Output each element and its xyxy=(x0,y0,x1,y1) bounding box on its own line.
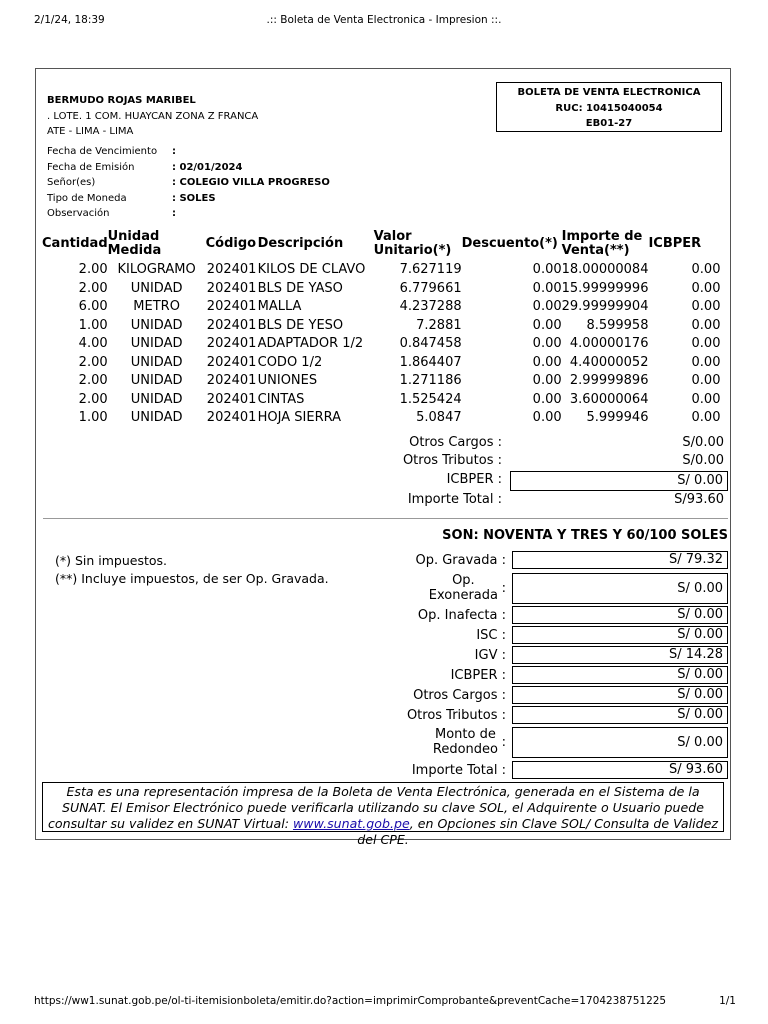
total-value: S/ 0.00 xyxy=(512,706,728,724)
cell-importe: 4.40000052 xyxy=(569,354,649,370)
meta-row-senor xyxy=(47,177,447,193)
receipt-frame xyxy=(35,68,731,847)
emisor-address-line-2: ATE - LIMA - LIMA xyxy=(47,126,134,137)
total-op-exonerada xyxy=(376,572,728,604)
total-value: S/ 79.32 xyxy=(512,551,728,569)
meta-value: : SOLES xyxy=(172,192,216,204)
items-body xyxy=(42,261,720,428)
table-row xyxy=(42,280,720,299)
cell-codigo: 202401 xyxy=(206,336,257,351)
print-page-number: 1/1 xyxy=(719,995,736,1007)
total-label: Importe Total : xyxy=(411,763,506,778)
meta-label: Señor(es) xyxy=(47,177,96,188)
cell-descuento: 0.00 xyxy=(532,373,562,388)
cell-icbper: 0.00 xyxy=(691,317,721,333)
redondeo-line-1: Monto de xyxy=(435,727,496,742)
meta-value: : xyxy=(172,146,176,157)
cell-icbper: 0.00 xyxy=(691,373,721,388)
cell-valor-unitario: 7.627119 xyxy=(399,262,462,277)
cell-valor-unitario: 1.271186 xyxy=(399,373,462,388)
subtotal-otros-cargos xyxy=(376,434,728,452)
cell-descripcion: CODO 1/2 xyxy=(257,354,323,370)
header-codigo: Código xyxy=(205,236,257,251)
cell-importe: 4.00000176 xyxy=(569,336,649,351)
emisor-name: BERMUDO ROJAS MARIBEL xyxy=(47,95,196,106)
cell-codigo: 202401 xyxy=(206,317,257,333)
document-id-box xyxy=(496,82,722,132)
cell-importe: 2.99999896 xyxy=(569,373,649,388)
cell-descuento: 0.00 xyxy=(532,299,562,314)
subtotal-importe-total xyxy=(376,491,728,509)
total-label: Otros Cargos : xyxy=(413,688,506,703)
cell-unidad: UNIDAD xyxy=(130,280,183,296)
subtotal-value: S/0.00 xyxy=(682,435,724,450)
header-importe-line-1: Importe de xyxy=(561,229,643,244)
header-valor-unitario xyxy=(374,227,462,261)
total-label: ISC : xyxy=(476,628,506,643)
print-url: https://ww1.sunat.gob.pe/ol-ti-itemisionboleta/emitir.do?action=imprimirComprobante&preventCache=1704238751225 xyxy=(34,995,667,1007)
cell-valor-unitario: 6.779661 xyxy=(399,280,462,296)
redondeo-line-2: Redondeo xyxy=(432,742,498,757)
cell-descripcion: BLS DE YESO xyxy=(257,317,344,333)
cell-descripcion: MALLA xyxy=(257,299,302,314)
cell-cantidad: 6.00 xyxy=(78,299,108,314)
total-op-inafecta xyxy=(376,606,728,626)
cell-codigo: 202401 xyxy=(206,280,257,296)
header-valor-line-2: Unitario(*) xyxy=(373,243,452,258)
header-descuento: Descuento(*) xyxy=(461,236,558,251)
exonerada-colon: : xyxy=(501,581,506,596)
meta-label: Observación xyxy=(47,208,110,219)
meta-value: : xyxy=(172,208,176,219)
total-igv xyxy=(376,646,728,666)
cell-codigo: 202401 xyxy=(206,299,257,314)
total-otros-cargos xyxy=(376,686,728,706)
table-row xyxy=(42,317,720,336)
cell-unidad: UNIDAD xyxy=(130,354,183,370)
meta-label: Fecha de Vencimiento xyxy=(47,146,158,157)
legal-text-part-1: Esta es una representación impresa de la Boleta de Venta Electrónica, generada en el Sistema de la SUNAT. El Emisor Electrónico puede verificarla utilizando su clave SOL, el Adquirente o Usuario puede consultar su validez en SUNAT Virtual: xyxy=(47,784,704,831)
cell-cantidad: 2.00 xyxy=(78,354,108,370)
cell-descuento: 0.00 xyxy=(532,317,562,333)
total-monto-redondeo xyxy=(376,726,728,759)
total-op-gravada xyxy=(376,551,728,571)
cell-descuento: 0.00 xyxy=(532,336,562,351)
cell-importe: 8.599958 xyxy=(586,317,649,333)
cell-valor-unitario: 7.2881 xyxy=(416,317,462,333)
header-icbper: ICBPER xyxy=(648,236,702,251)
cell-unidad: UNIDAD xyxy=(130,410,183,425)
subtotal-label: Otros Cargos : xyxy=(409,435,502,450)
cell-descripcion: CINTAS xyxy=(257,391,305,407)
cell-importe: 18.00000084 xyxy=(561,262,649,277)
meta-value: : COLEGIO VILLA PROGRESO xyxy=(172,177,330,188)
cell-cantidad: 2.00 xyxy=(78,391,108,407)
document-meta xyxy=(47,146,447,224)
subtotal-label: Otros Tributos : xyxy=(402,453,502,468)
cell-icbper: 0.00 xyxy=(691,280,721,296)
cell-valor-unitario: 0.847458 xyxy=(399,336,462,351)
cell-descripcion: BLS DE YASO xyxy=(257,280,343,296)
total-importe-total xyxy=(376,761,728,781)
cell-valor-unitario: 4.237288 xyxy=(399,299,462,314)
total-value: S/ 0.00 xyxy=(512,626,728,644)
footnote-sin-impuestos: (*) Sin impuestos. xyxy=(55,553,168,568)
legal-text-part-2: , en Opciones sin Clave SOL/ Consulta de Validez del CPE. xyxy=(357,816,719,847)
subtotal-value: S/93.60 xyxy=(674,492,724,507)
cell-descuento: 0.00 xyxy=(532,391,562,407)
cell-unidad: METRO xyxy=(133,299,180,314)
cell-cantidad: 2.00 xyxy=(78,373,108,388)
cell-descuento: 0.00 xyxy=(532,262,562,277)
cell-codigo: 202401 xyxy=(206,354,257,370)
total-label xyxy=(429,573,498,603)
table-row xyxy=(42,391,720,410)
cell-descuento: 0.00 xyxy=(532,280,562,296)
print-datetime: 2/1/24, 18:39 xyxy=(34,14,105,26)
cell-unidad: UNIDAD xyxy=(130,391,183,407)
total-label: Op. Inafecta : xyxy=(417,608,506,623)
cell-cantidad: 1.00 xyxy=(78,410,108,425)
subtotal-otros-tributos xyxy=(376,452,728,470)
total-value: S/ 0.00 xyxy=(512,727,728,758)
cell-descuento: 0.00 xyxy=(532,354,562,370)
total-value: S/ 93.60 xyxy=(512,761,728,779)
total-value: S/ 0.00 xyxy=(512,686,728,704)
meta-label: Tipo de Moneda xyxy=(47,192,127,204)
meta-value: : 02/01/2024 xyxy=(172,161,243,173)
cell-unidad: UNIDAD xyxy=(130,336,183,351)
document-ruc: RUC: 10415040054 xyxy=(555,102,663,114)
cell-codigo: 202401 xyxy=(206,373,257,388)
header-unidad-medida xyxy=(108,227,206,261)
header-cantidad: Cantidad xyxy=(42,236,108,251)
cell-descuento: 0.00 xyxy=(532,410,562,425)
subtotal-label: ICBPER : xyxy=(446,472,502,487)
meta-row-observacion xyxy=(47,208,447,224)
table-row xyxy=(42,261,720,280)
cell-icbper: 0.00 xyxy=(691,299,721,314)
subtotal-label: Importe Total : xyxy=(407,492,502,507)
total-value: S/ 0.00 xyxy=(512,573,728,604)
cell-unidad: KILOGRAMO xyxy=(117,262,196,277)
table-row xyxy=(42,372,720,391)
cell-importe: 29.99999904 xyxy=(561,299,649,314)
cell-cantidad: 2.00 xyxy=(78,262,108,277)
print-footer xyxy=(34,995,736,1007)
cell-valor-unitario: 1.525424 xyxy=(399,391,462,407)
cell-descripcion: UNIONES xyxy=(257,373,318,388)
cell-importe: 15.99999996 xyxy=(561,280,649,296)
total-label xyxy=(433,727,498,757)
total-value: S/ 0.00 xyxy=(512,606,728,624)
total-label: IGV : xyxy=(474,648,506,663)
header-unidad-line-2: Medida xyxy=(107,243,162,258)
header-importe-venta xyxy=(562,227,649,261)
cell-icbper: 0.00 xyxy=(691,336,721,351)
meta-label: Fecha de Emisión xyxy=(47,161,135,173)
items-header-row xyxy=(42,227,720,261)
header-importe-line-2: Venta(**) xyxy=(561,243,630,258)
print-window-title: .:: Boleta de Venta Electronica - Impresion ::. xyxy=(266,14,502,26)
sunat-link[interactable]: www.sunat.gob.pe xyxy=(292,816,410,831)
section-divider xyxy=(43,518,728,519)
cell-importe: 3.60000064 xyxy=(569,391,649,407)
table-row xyxy=(42,298,720,317)
total-label: ICBPER : xyxy=(450,668,506,683)
footnotes xyxy=(55,552,329,588)
total-isc xyxy=(376,626,728,646)
subtotal-value: S/0.00 xyxy=(682,453,724,468)
header-descripcion: Descripción xyxy=(257,236,344,251)
meta-row-moneda xyxy=(47,193,447,209)
total-label: Op. Gravada : xyxy=(415,553,506,568)
items-table xyxy=(42,227,720,428)
cell-descripcion: ADAPTADOR 1/2 xyxy=(257,336,364,351)
cell-valor-unitario: 1.864407 xyxy=(399,354,462,370)
cell-codigo: 202401 xyxy=(206,391,257,407)
cell-valor-unitario: 5.0847 xyxy=(416,410,462,425)
total-icbper xyxy=(376,666,728,686)
header-valor-line-1: Valor xyxy=(373,229,412,244)
cell-unidad: UNIDAD xyxy=(130,317,183,333)
subtotal-icbper xyxy=(376,471,728,489)
cell-descripcion: HOJA SIERRA xyxy=(257,410,341,425)
cell-icbper: 0.00 xyxy=(691,410,721,425)
cell-icbper: 0.00 xyxy=(691,354,721,370)
exonerada-line-1: Op. xyxy=(452,573,475,588)
cell-unidad: UNIDAD xyxy=(130,373,183,388)
table-row xyxy=(42,335,720,354)
emisor-address-line-1: . LOTE. 1 COM. HUAYCAN ZONA Z FRANCA xyxy=(47,110,259,122)
amount-in-words: SON: NOVENTA Y TRES Y 60/100 SOLES xyxy=(442,528,728,543)
exonerada-line-2: Exonerada xyxy=(428,588,498,603)
cell-codigo: 202401 xyxy=(206,262,257,277)
cell-icbper: 0.00 xyxy=(691,262,721,277)
total-label: Otros Tributos : xyxy=(406,708,506,723)
footnote-incluye-impuestos: (**) Incluye impuestos, de ser Op. Gravada. xyxy=(55,571,329,586)
subtotal-value: S/ 0.00 xyxy=(510,471,728,491)
print-header xyxy=(34,14,734,28)
cell-cantidad: 4.00 xyxy=(78,336,108,351)
legal-notice xyxy=(42,782,724,847)
cell-icbper: 0.00 xyxy=(691,391,721,407)
total-value: S/ 14.28 xyxy=(512,646,728,664)
cell-codigo: 202401 xyxy=(206,410,257,425)
total-otros-tributos xyxy=(376,706,728,726)
meta-row-emision xyxy=(47,162,447,178)
table-row xyxy=(42,409,720,428)
cell-cantidad: 2.00 xyxy=(78,280,108,296)
cell-importe: 5.999946 xyxy=(586,410,649,425)
cell-cantidad: 1.00 xyxy=(78,317,108,333)
total-value: S/ 0.00 xyxy=(512,666,728,684)
redondeo-colon: : xyxy=(501,735,506,750)
meta-row-vencimiento xyxy=(47,146,447,162)
emisor-block xyxy=(47,93,258,140)
header-unidad-line-1: Unidad xyxy=(107,229,160,244)
cell-descripcion: KILOS DE CLAVO xyxy=(257,262,366,277)
document-type: BOLETA DE VENTA ELECTRONICA xyxy=(517,87,701,98)
table-row xyxy=(42,354,720,373)
document-number: EB01-27 xyxy=(585,118,633,129)
